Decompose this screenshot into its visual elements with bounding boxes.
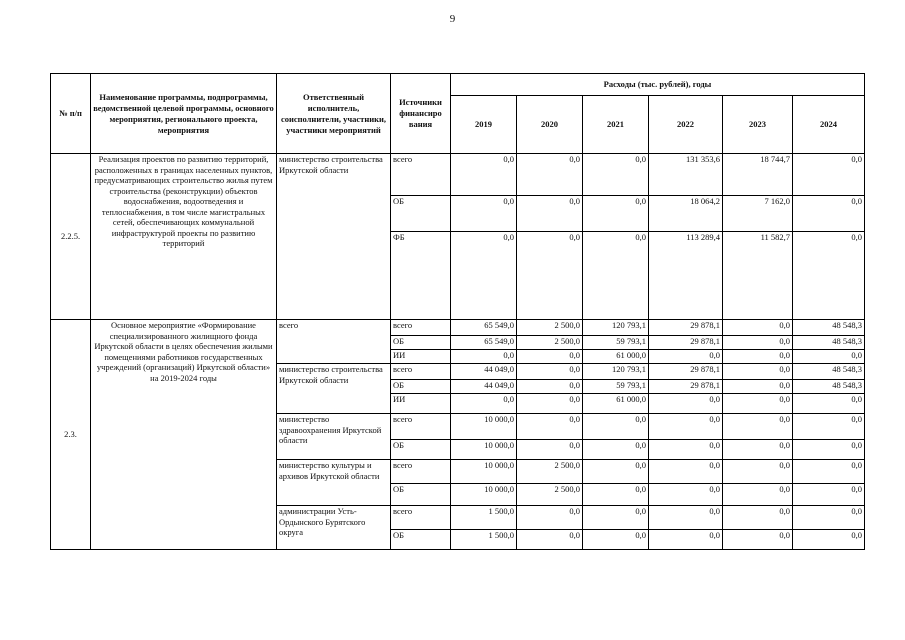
value-cell: 48 548,3 xyxy=(793,320,865,336)
value-cell: 0,0 xyxy=(723,506,793,530)
value-cell: 131 353,6 xyxy=(649,154,723,196)
value-cell: 2 500,0 xyxy=(517,484,583,506)
funding-source: всего xyxy=(391,460,451,484)
funding-source: ОБ xyxy=(391,336,451,350)
header-expenses: Расходы (тыс. рублей), годы xyxy=(451,74,865,96)
value-cell: 0,0 xyxy=(793,350,865,364)
value-cell: 10 000,0 xyxy=(451,440,517,460)
value-cell: 0,0 xyxy=(723,484,793,506)
value-cell: 0,0 xyxy=(583,460,649,484)
value-cell: 2 500,0 xyxy=(517,336,583,350)
value-cell: 0,0 xyxy=(723,460,793,484)
funding-source: ОБ xyxy=(391,380,451,394)
funding-source: ИИ xyxy=(391,394,451,414)
table-header xyxy=(51,74,865,154)
value-cell: 0,0 xyxy=(583,232,649,320)
value-cell: 10 000,0 xyxy=(451,414,517,440)
header-year: 2023 xyxy=(723,96,793,154)
value-cell: 0,0 xyxy=(723,440,793,460)
value-cell: 0,0 xyxy=(793,506,865,530)
value-cell: 2 500,0 xyxy=(517,320,583,336)
value-cell: 29 878,1 xyxy=(649,336,723,350)
executor: министерство строительства Иркутской области xyxy=(277,364,391,414)
value-cell: 0,0 xyxy=(451,232,517,320)
header-executor: Ответственный исполнитель, соисполнители, участники, участники мероприятий xyxy=(277,74,391,154)
value-cell: 0,0 xyxy=(723,380,793,394)
header-year: 2022 xyxy=(649,96,723,154)
value-cell: 0,0 xyxy=(649,506,723,530)
value-cell: 0,0 xyxy=(793,394,865,414)
funding-source: ОБ xyxy=(391,484,451,506)
value-cell: 0,0 xyxy=(583,484,649,506)
page-number: 9 xyxy=(449,13,456,25)
program-name: Основное мероприятие «Формирование специализированного жилищного фонда Иркутской области в целях обеспечения жилыми помещениями работников государственных учреждений (организаций) Иркутской области» на 2019-2024 годы xyxy=(91,320,277,550)
value-cell: 0,0 xyxy=(793,530,865,550)
executor: администрации Усть-Ордынского Бурятского округа xyxy=(277,506,391,550)
executor: министерство здравоохранения Иркутской области xyxy=(277,414,391,460)
value-cell: 0,0 xyxy=(649,394,723,414)
header-funding-source: Источники финансиро вания xyxy=(391,74,451,154)
value-cell: 120 793,1 xyxy=(583,320,649,336)
value-cell: 0,0 xyxy=(649,530,723,550)
funding-source: ОБ xyxy=(391,440,451,460)
value-cell: 0,0 xyxy=(517,530,583,550)
funding-source: всего xyxy=(391,320,451,336)
header-year: 2019 xyxy=(451,96,517,154)
value-cell: 0,0 xyxy=(517,350,583,364)
value-cell: 113 289,4 xyxy=(649,232,723,320)
value-cell: 1 500,0 xyxy=(451,506,517,530)
value-cell: 0,0 xyxy=(793,196,865,232)
budget-table xyxy=(50,73,865,550)
value-cell: 0,0 xyxy=(517,394,583,414)
executor: всего xyxy=(277,320,391,364)
value-cell: 0,0 xyxy=(723,414,793,440)
value-cell: 1 500,0 xyxy=(451,530,517,550)
value-cell: 0,0 xyxy=(517,364,583,380)
value-cell: 0,0 xyxy=(517,232,583,320)
value-cell: 2 500,0 xyxy=(517,460,583,484)
value-cell: 0,0 xyxy=(649,414,723,440)
value-cell: 0,0 xyxy=(517,196,583,232)
value-cell: 0,0 xyxy=(517,414,583,440)
value-cell: 10 000,0 xyxy=(451,484,517,506)
funding-source: ИИ xyxy=(391,350,451,364)
funding-source: ОБ xyxy=(391,530,451,550)
funding-source: всего xyxy=(391,414,451,440)
funding-source: всего xyxy=(391,364,451,380)
value-cell: 29 878,1 xyxy=(649,364,723,380)
value-cell: 61 000,0 xyxy=(583,394,649,414)
value-cell: 44 049,0 xyxy=(451,364,517,380)
value-cell: 65 549,0 xyxy=(451,320,517,336)
header-program-name: Наименование программы, подпрограммы, ведомственной целевой программы, основного мероприятия, регионального проекта, мероприятия xyxy=(91,74,277,154)
value-cell: 0,0 xyxy=(649,440,723,460)
funding-source: всего xyxy=(391,154,451,196)
value-cell: 0,0 xyxy=(723,336,793,350)
value-cell: 61 000,0 xyxy=(583,350,649,364)
value-cell: 7 162,0 xyxy=(723,196,793,232)
value-cell: 0,0 xyxy=(793,232,865,320)
value-cell: 0,0 xyxy=(583,414,649,440)
value-cell: 0,0 xyxy=(451,350,517,364)
value-cell: 0,0 xyxy=(723,320,793,336)
row-number: 2.3. xyxy=(51,320,91,550)
value-cell: 0,0 xyxy=(793,414,865,440)
value-cell: 0,0 xyxy=(451,154,517,196)
header-number: № п/п xyxy=(51,74,91,154)
value-cell: 0,0 xyxy=(583,440,649,460)
value-cell: 0,0 xyxy=(793,154,865,196)
header-year: 2024 xyxy=(793,96,865,154)
value-cell: 0,0 xyxy=(517,440,583,460)
value-cell: 0,0 xyxy=(583,530,649,550)
value-cell: 59 793,1 xyxy=(583,336,649,350)
value-cell: 44 049,0 xyxy=(451,380,517,394)
value-cell: 0,0 xyxy=(451,394,517,414)
value-cell: 0,0 xyxy=(583,154,649,196)
value-cell: 0,0 xyxy=(793,484,865,506)
value-cell: 0,0 xyxy=(723,350,793,364)
value-cell: 48 548,3 xyxy=(793,364,865,380)
value-cell: 0,0 xyxy=(649,460,723,484)
header-year: 2021 xyxy=(583,96,649,154)
value-cell: 0,0 xyxy=(583,506,649,530)
value-cell: 0,0 xyxy=(793,460,865,484)
value-cell: 0,0 xyxy=(649,350,723,364)
funding-source: всего xyxy=(391,506,451,530)
value-cell: 0,0 xyxy=(583,196,649,232)
value-cell: 48 548,3 xyxy=(793,380,865,394)
table-row xyxy=(51,320,865,336)
value-cell: 65 549,0 xyxy=(451,336,517,350)
executor: министерство строительства Иркутской области xyxy=(277,154,391,320)
value-cell: 59 793,1 xyxy=(583,380,649,394)
value-cell: 29 878,1 xyxy=(649,320,723,336)
value-cell: 11 582,7 xyxy=(723,232,793,320)
value-cell: 0,0 xyxy=(649,484,723,506)
value-cell: 18 064,2 xyxy=(649,196,723,232)
value-cell: 0,0 xyxy=(723,364,793,380)
value-cell: 0,0 xyxy=(517,506,583,530)
funding-source: ФБ xyxy=(391,232,451,320)
funding-source: ОБ xyxy=(391,196,451,232)
row-number: 2.2.5. xyxy=(51,154,91,320)
value-cell: 0,0 xyxy=(723,394,793,414)
value-cell: 10 000,0 xyxy=(451,460,517,484)
value-cell: 29 878,1 xyxy=(649,380,723,394)
executor: министерство культуры и архивов Иркутской области xyxy=(277,460,391,506)
value-cell: 0,0 xyxy=(451,196,517,232)
value-cell: 0,0 xyxy=(723,530,793,550)
value-cell: 120 793,1 xyxy=(583,364,649,380)
program-name: Реализация проектов по развитию территорий, расположенных в границах населенных пунктов, предусматривающих строительство жилья путем строительства (реконструкции) объектов водоснабжения, водоотведения и теплоснабжения, в том числе магистральных сетей, обеспечивающих коммунальной инфраструктурой проекты по развитию территорий xyxy=(91,154,277,320)
header-year: 2020 xyxy=(517,96,583,154)
value-cell: 48 548,3 xyxy=(793,336,865,350)
table-body xyxy=(51,154,865,550)
value-cell: 0,0 xyxy=(517,380,583,394)
value-cell: 0,0 xyxy=(517,154,583,196)
value-cell: 18 744,7 xyxy=(723,154,793,196)
table-row xyxy=(51,154,865,196)
value-cell: 0,0 xyxy=(793,440,865,460)
